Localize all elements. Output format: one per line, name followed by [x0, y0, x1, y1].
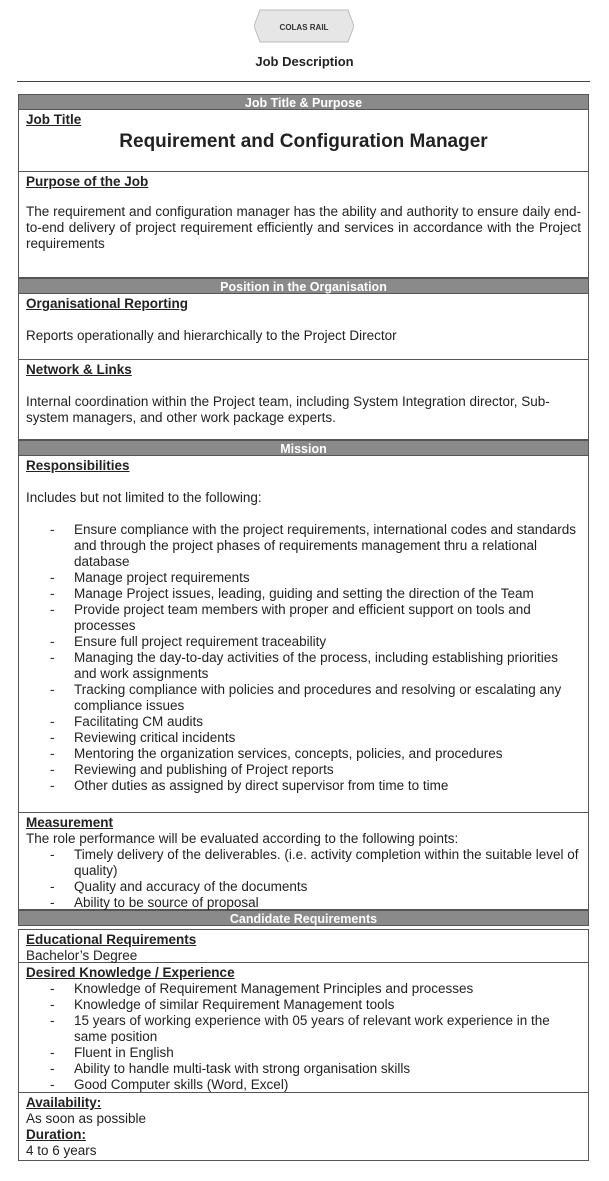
- logo-text: COLAS RAIL: [279, 23, 329, 32]
- list-item: - Tracking compliance with policies and procedures and resolving or escalating any compliance issues: [26, 682, 581, 714]
- list-item: - Timely delivery of the deliverables. (i.e. activity completion within the suitable level of quality): [26, 847, 581, 879]
- measurement-intro: The role performance will be evaluated according to the following points:: [26, 831, 459, 846]
- duration-text: 4 to 6 years: [26, 1143, 97, 1158]
- list-item: - 15 years of working experience with 05 years of relevant work experience in the same position: [26, 1013, 581, 1045]
- measurement-label: Measurement: [26, 815, 114, 830]
- list-item: - Other duties as assigned by direct supervisor from time to time: [26, 778, 581, 794]
- education-text: Bachelor’s Degree: [26, 948, 138, 963]
- list-item: - Good Computer skills (Word, Excel): [26, 1077, 581, 1093]
- knowledge-cell: [18, 963, 589, 1093]
- list-item: - Manage project requirements: [26, 570, 581, 586]
- list-item: - Facilitating CM audits: [26, 714, 581, 730]
- purpose-text: The requirement and configuration manager has the ability and authority to ensure daily end-to-end delivery of project requirement efficiently and services in accordance with the Project requirements: [26, 204, 581, 251]
- responsibilities-intro: Includes but not limited to the following:: [26, 490, 262, 505]
- network-cell: [18, 360, 589, 440]
- list-item: - Reviewing and publishing of Project reports: [26, 762, 581, 778]
- knowledge-list: [26, 981, 581, 1093]
- list-item: - Knowledge of Requirement Management Principles and processes: [26, 981, 581, 997]
- company-logo: [254, 8, 354, 44]
- network-label: Network & Links: [26, 362, 132, 377]
- responsibilities-label: Responsibilities: [26, 458, 130, 473]
- title-divider: [17, 81, 590, 82]
- education-cell: [18, 929, 589, 963]
- reporting-text: Reports operationally and hierarchically to the Project Director: [26, 328, 397, 343]
- purpose-cell: [18, 172, 589, 278]
- reporting-cell: [18, 294, 589, 360]
- list-item: - Ability to be source of proposal: [26, 895, 581, 911]
- section-header-candidate-requirements: Candidate Requirements: [18, 910, 589, 926]
- reporting-label: Organisational Reporting: [26, 296, 189, 311]
- document-title: Job Description: [255, 54, 354, 69]
- responsibilities-list: [26, 522, 581, 794]
- job-title-label: Job Title: [26, 112, 82, 127]
- list-item: - Managing the day-to-day activities of the process, including establishing priorities and work assignments: [26, 650, 581, 682]
- measurement-list: [26, 847, 581, 911]
- responsibilities-cell: [18, 456, 589, 813]
- availability-label: Availability:: [26, 1095, 102, 1110]
- education-label: Educational Requirements: [26, 932, 197, 947]
- list-item: - Knowledge of similar Requirement Management tools: [26, 997, 581, 1013]
- list-item: - Ensure full project requirement traceability: [26, 634, 581, 650]
- purpose-label: Purpose of the Job: [26, 174, 149, 189]
- list-item: - Fluent in English: [26, 1045, 581, 1061]
- list-item: - Manage Project issues, leading, guiding and setting the direction of the Team: [26, 586, 581, 602]
- list-item: - Reviewing critical incidents: [26, 730, 581, 746]
- list-item: - Provide project team members with proper and efficient support on tools and processes: [26, 602, 581, 634]
- colas-rail-logo-icon: [254, 8, 354, 44]
- section-header-job-title-purpose: Job Title & Purpose: [18, 94, 589, 110]
- list-item: - Quality and accuracy of the documents: [26, 879, 581, 895]
- list-item: - Mentoring the organization services, concepts, policies, and procedures: [26, 746, 581, 762]
- section-header-mission: Mission: [18, 440, 589, 456]
- measurement-cell: [18, 813, 589, 910]
- duration-label: Duration:: [26, 1127, 86, 1142]
- list-item: - Ability to handle multi-task with strong organisation skills: [26, 1061, 581, 1077]
- knowledge-label: Desired Knowledge / Experience: [26, 965, 235, 980]
- list-item: - Ensure compliance with the project requirements, international codes and standards and through the project phases of requirements management thru a relational database: [26, 522, 581, 570]
- job-title-cell: [18, 110, 589, 172]
- network-text: Internal coordination within the Project team, including System Integration director, Sub-system managers, and other work package experts.: [26, 394, 550, 425]
- availability-text: As soon as possible: [26, 1111, 147, 1126]
- section-header-position: Position in the Organisation: [18, 278, 589, 294]
- job-title: Requirement and Configuration Manager: [119, 131, 488, 152]
- availability-cell: [18, 1093, 589, 1161]
- job-description-table: [18, 94, 589, 1161]
